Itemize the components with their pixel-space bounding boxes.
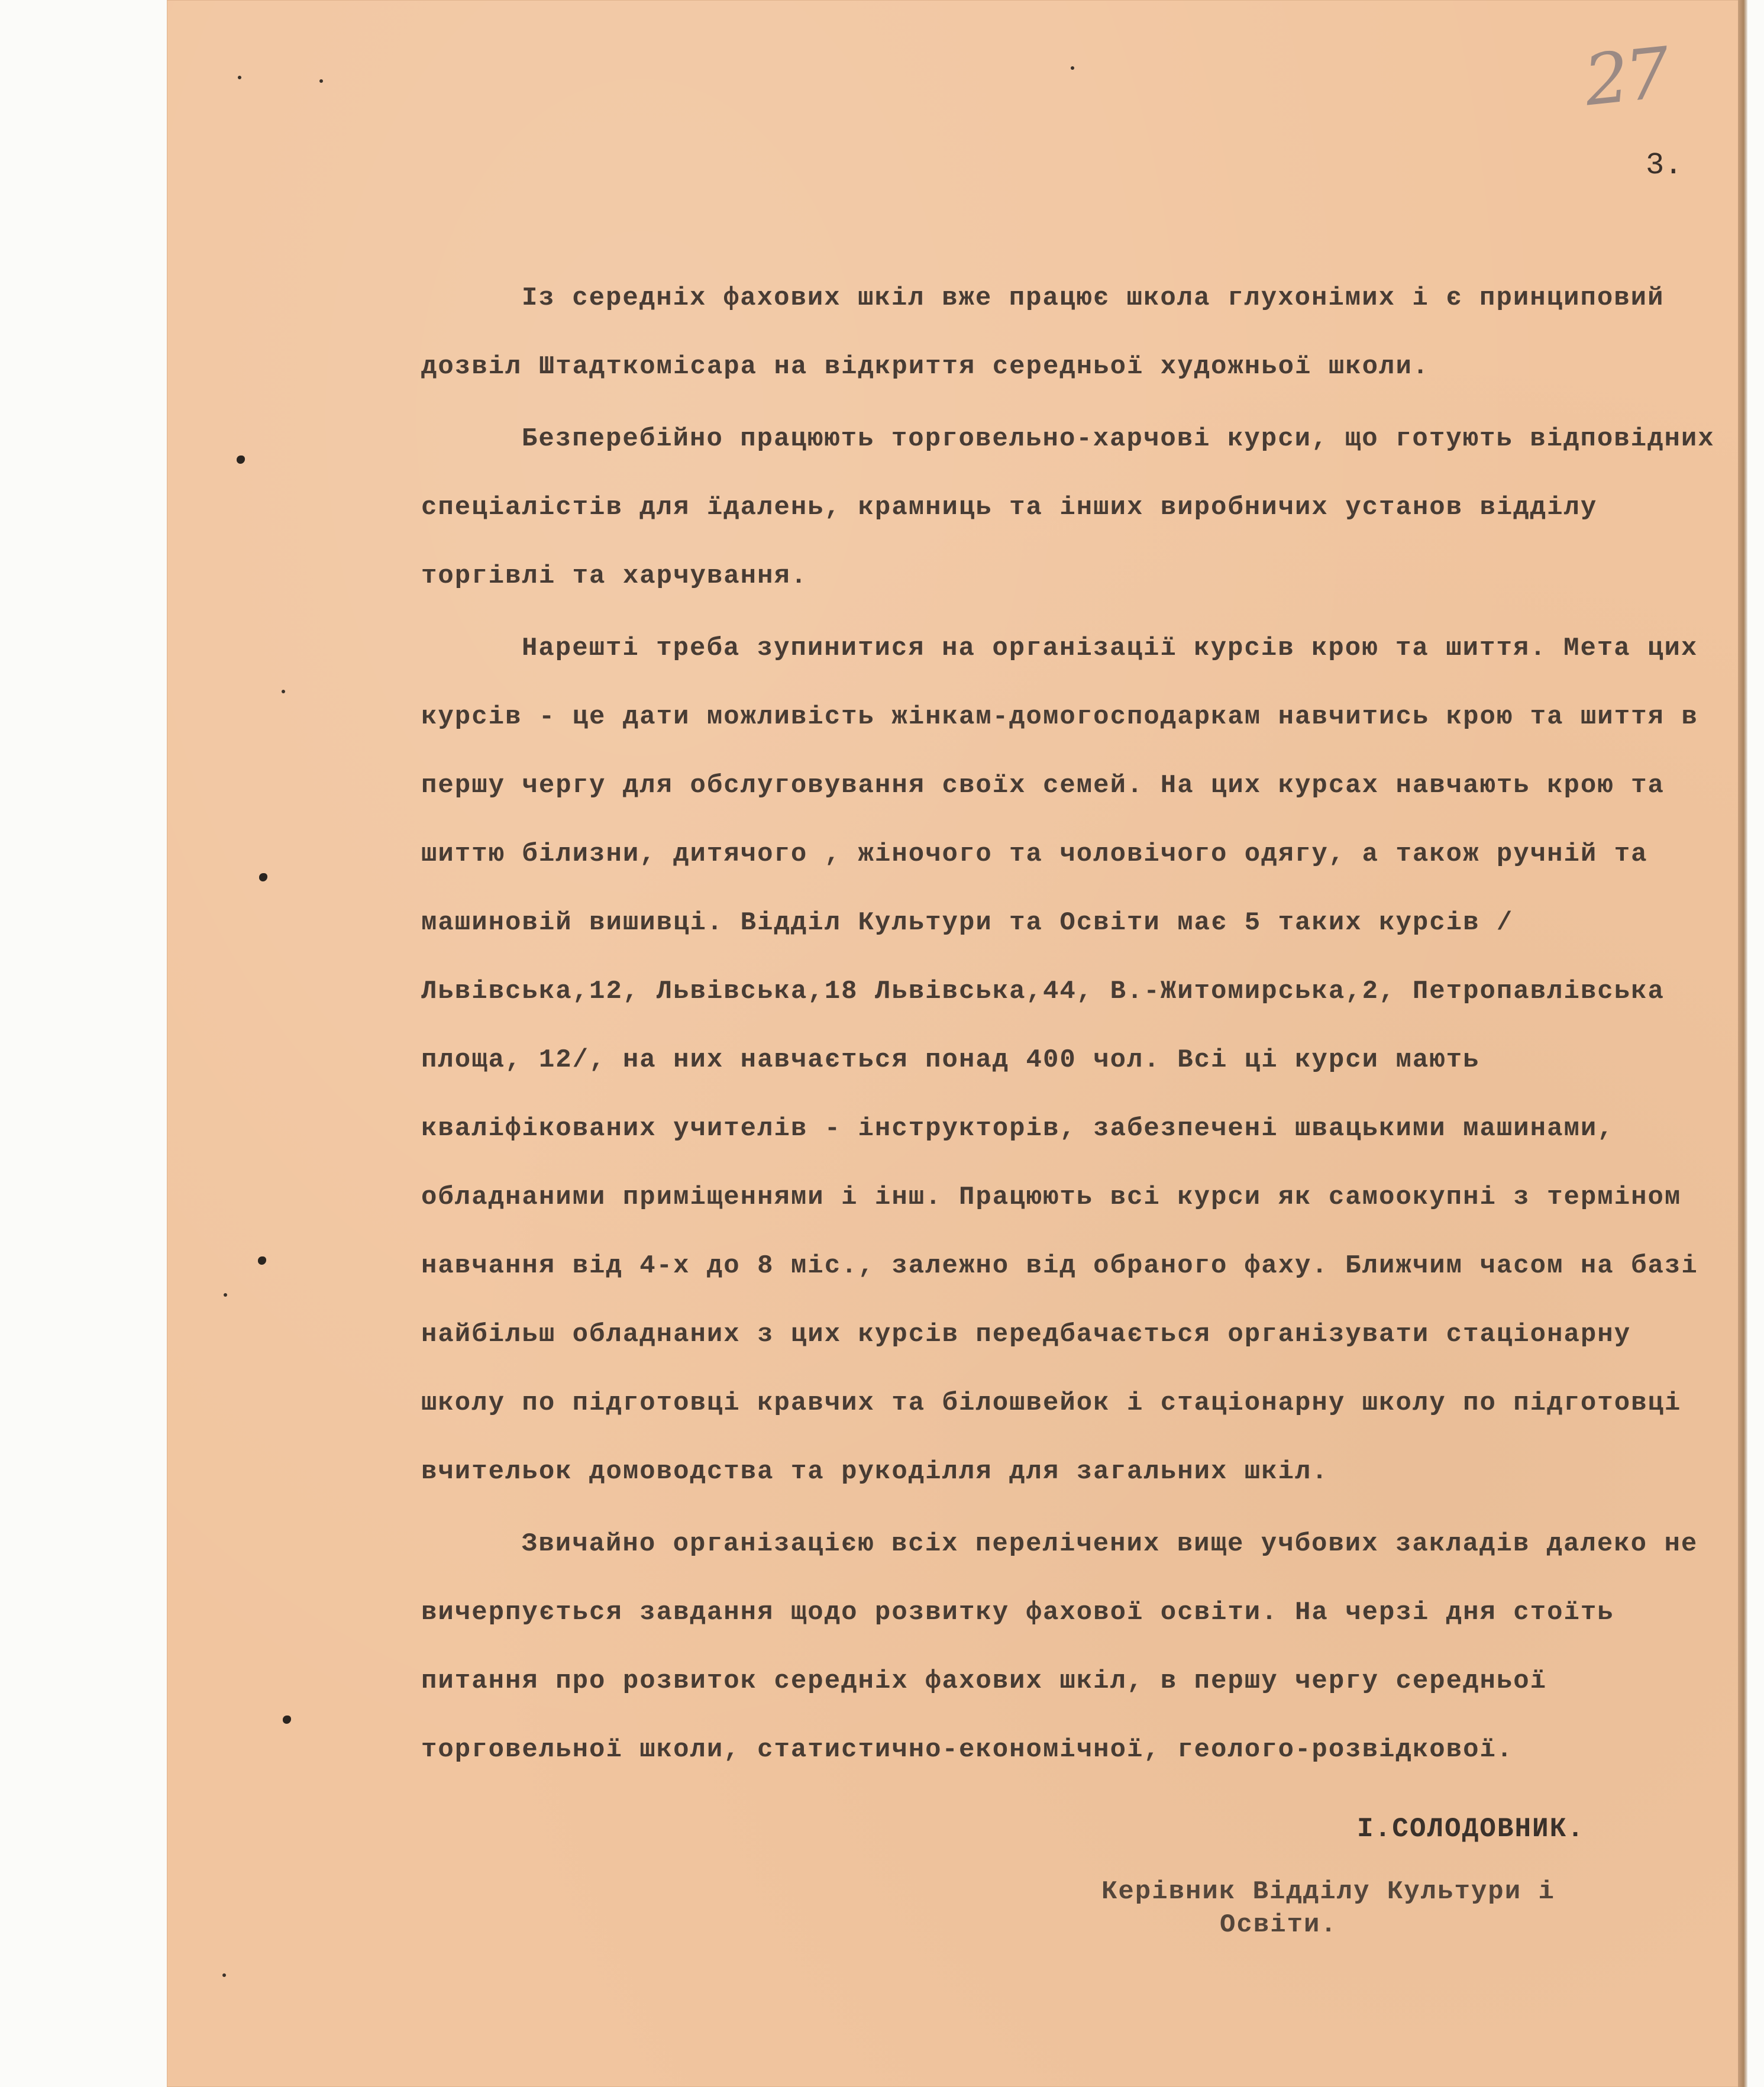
signatory-position [1101, 1875, 1634, 1941]
paragraph-1: Із середніх фахових шкіл вже працює школа глухонімих і є принциповий дозвіл Штадткомісара на відкриття середньої художньої школи. [421, 283, 1665, 382]
speck-6 [1071, 66, 1074, 70]
speck-2 [319, 79, 323, 83]
document-body [421, 264, 1734, 1784]
paragraph-4: Звичайно організацією всіх перелічених вище учбових закладів далеко не вичерпується завдання щодо розвитку фахової освіти. На черзі дня стоїть питання про розвиток середніх фахових шкіл, в першу чергу середньої торговельної школи, статистично-економічної, геолого-розвідкової. [421, 1529, 1698, 1765]
paragraph-3: Нарешті треба зупинитися на організації курсів крою та шиття. Мета цих курсів - це дати можливість жінкам-домогосподаркам навчитись крою та шиття в першу чергу для обслуговування своїх семей. На цих курсах навчають крою та шиттю білизни, дитячого , жіночого та чоловічого одягу, а також ручній та машиновій вишивці. Відділ Культури та Освіти має 5 таких курсів / Львівська,12, Львівська,18 Львівська,44, В.-Житомирська,2, Петропавлівська площа, 12/, на них навчається понад 400 чол. Всі ці курси мають кваліфікованих учителів - інструкторів, забезпечені швацькими машинами, обладнаними приміщеннями і інш. Працюють всі курси як самоокупні з терміном навчання від 4-х до 8 міс., залежно від обраного фаху. Ближчим часом на базі найбільш обладнаних з цих курсів передбачається організувати стаціонарну школу по підготовці кравчих та білошвейок і стаціонарну школу по підготовці вчительок домоводства та рукоділля для загальних шкіл. [421, 634, 1698, 1487]
signatory-position-line-1: Керівник Відділу Культури і [1101, 1877, 1555, 1907]
paragraph-2: Безперебійно працюють торговельно-харчові курси, що готують відповідних спеціалістів для їдалень, крамниць та інших виробничих установ відділу торгівлі та харчування. [421, 424, 1715, 591]
speck-5 [222, 1973, 226, 1977]
sheet-shadow-edge [1738, 0, 1747, 2087]
signatory-position-line-2: Освіти. [1220, 1910, 1337, 1940]
signatory-name: І.СОЛОДОВНИК. [1357, 1814, 1585, 1844]
speck-3 [282, 690, 285, 693]
speck-1 [238, 76, 241, 79]
speck-4 [224, 1293, 227, 1297]
archive-folio-number: 27 [1580, 31, 1671, 122]
page-number: 3. [1646, 148, 1683, 183]
